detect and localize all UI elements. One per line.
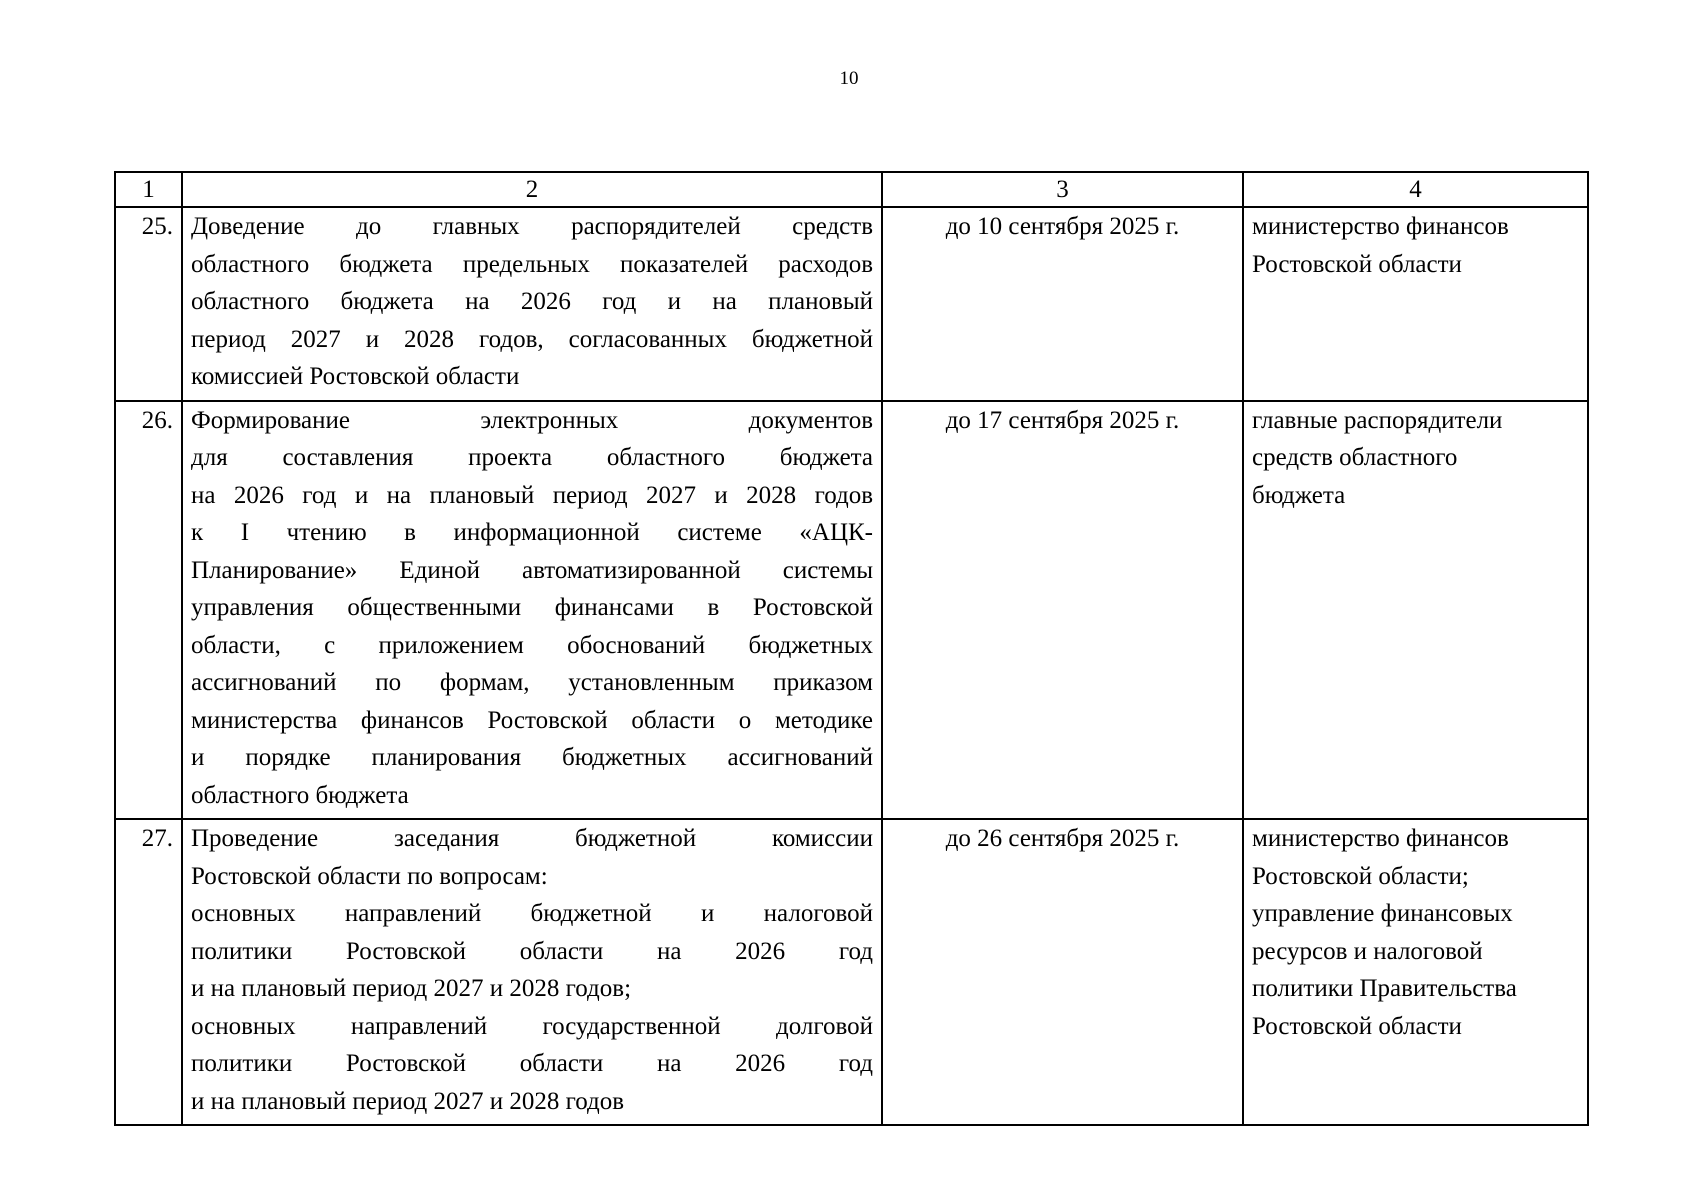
row-text bbox=[182, 401, 882, 820]
text-line: областного бюджета предельных показателей расходов bbox=[191, 250, 873, 278]
row-number: 25. bbox=[115, 207, 182, 401]
text-line: управления общественными финансами в Ростовской bbox=[191, 594, 873, 621]
responsible-line: бюджета bbox=[1252, 481, 1346, 509]
text-line: период 2027 и 2028 годов, согласованных бюджетной bbox=[191, 325, 873, 353]
schedule-table bbox=[114, 171, 1589, 1126]
responsible-line: ресурсов и налоговой bbox=[1252, 937, 1483, 965]
table-row bbox=[115, 819, 1588, 1125]
responsible-line: политики Правительства bbox=[1252, 975, 1517, 1002]
text-line: Ростовской области по вопросам: bbox=[191, 862, 548, 890]
row-deadline: до 17 сентября 2025 г. bbox=[882, 401, 1243, 820]
text-line: и на плановый период 2027 и 2028 годов bbox=[191, 1087, 625, 1115]
text-line: для составления проекта областного бюджета bbox=[191, 444, 873, 471]
text-line: комиссией Ростовской области bbox=[191, 363, 520, 390]
text-line: министерства финансов Ростовской области о методике bbox=[191, 706, 873, 734]
text-line: к I чтению в информационной системе «АЦК- bbox=[191, 519, 873, 546]
row-deadline: до 26 сентября 2025 г. bbox=[882, 819, 1243, 1125]
text-line: Доведение до главных распорядителей средств bbox=[191, 213, 873, 240]
row-number: 27. bbox=[115, 819, 182, 1125]
text-line: политики Ростовской области на 2026 год bbox=[191, 1050, 873, 1077]
responsible-line: средств областного bbox=[1252, 444, 1458, 471]
text-line: и порядке планирования бюджетных ассигнований bbox=[191, 744, 873, 771]
text-line: областного бюджета на 2026 год и на плановый bbox=[191, 288, 873, 315]
row-text bbox=[182, 207, 882, 401]
row-responsible bbox=[1243, 207, 1588, 401]
row-deadline: до 10 сентября 2025 г. bbox=[882, 207, 1243, 401]
text-line: политики Ростовской области на 2026 год bbox=[191, 937, 873, 965]
text-line: областного бюджета bbox=[191, 781, 409, 809]
column-header-1: 1 bbox=[115, 172, 182, 207]
text-line: Проведение заседания бюджетной комиссии bbox=[191, 825, 873, 852]
table-header-row bbox=[115, 172, 1588, 207]
page-number: 10 bbox=[839, 68, 859, 89]
responsible-line: министерство финансов bbox=[1252, 213, 1509, 240]
column-header-4: 4 bbox=[1243, 172, 1588, 207]
text-line: и на плановый период 2027 и 2028 годов; bbox=[191, 975, 632, 1002]
text-line: на 2026 год и на плановый период 2027 и 2028 годов bbox=[191, 481, 873, 509]
table-row bbox=[115, 401, 1588, 820]
text-line: основных направлений бюджетной и налоговой bbox=[191, 900, 873, 927]
responsible-line: главные распорядители bbox=[1252, 406, 1503, 434]
responsible-line: Ростовской области; bbox=[1252, 862, 1469, 890]
row-responsible bbox=[1243, 401, 1588, 820]
table-row bbox=[115, 207, 1588, 401]
row-responsible bbox=[1243, 819, 1588, 1125]
text-line: основных направлений государственной долговой bbox=[191, 1012, 873, 1040]
text-line: Формирование электронных документов bbox=[191, 406, 873, 434]
row-text bbox=[182, 819, 882, 1125]
column-header-2: 2 bbox=[182, 172, 882, 207]
text-line: Планирование» Единой автоматизированной системы bbox=[191, 556, 873, 584]
text-line: ассигнований по формам, установленным приказом bbox=[191, 669, 873, 696]
text-line: области, с приложением обоснований бюджетных bbox=[191, 631, 873, 659]
responsible-line: Ростовской области bbox=[1252, 250, 1462, 278]
responsible-line: управление финансовых bbox=[1252, 900, 1513, 927]
responsible-line: Ростовской области bbox=[1252, 1012, 1462, 1040]
column-header-3: 3 bbox=[882, 172, 1243, 207]
row-number: 26. bbox=[115, 401, 182, 820]
responsible-line: министерство финансов bbox=[1252, 825, 1509, 852]
